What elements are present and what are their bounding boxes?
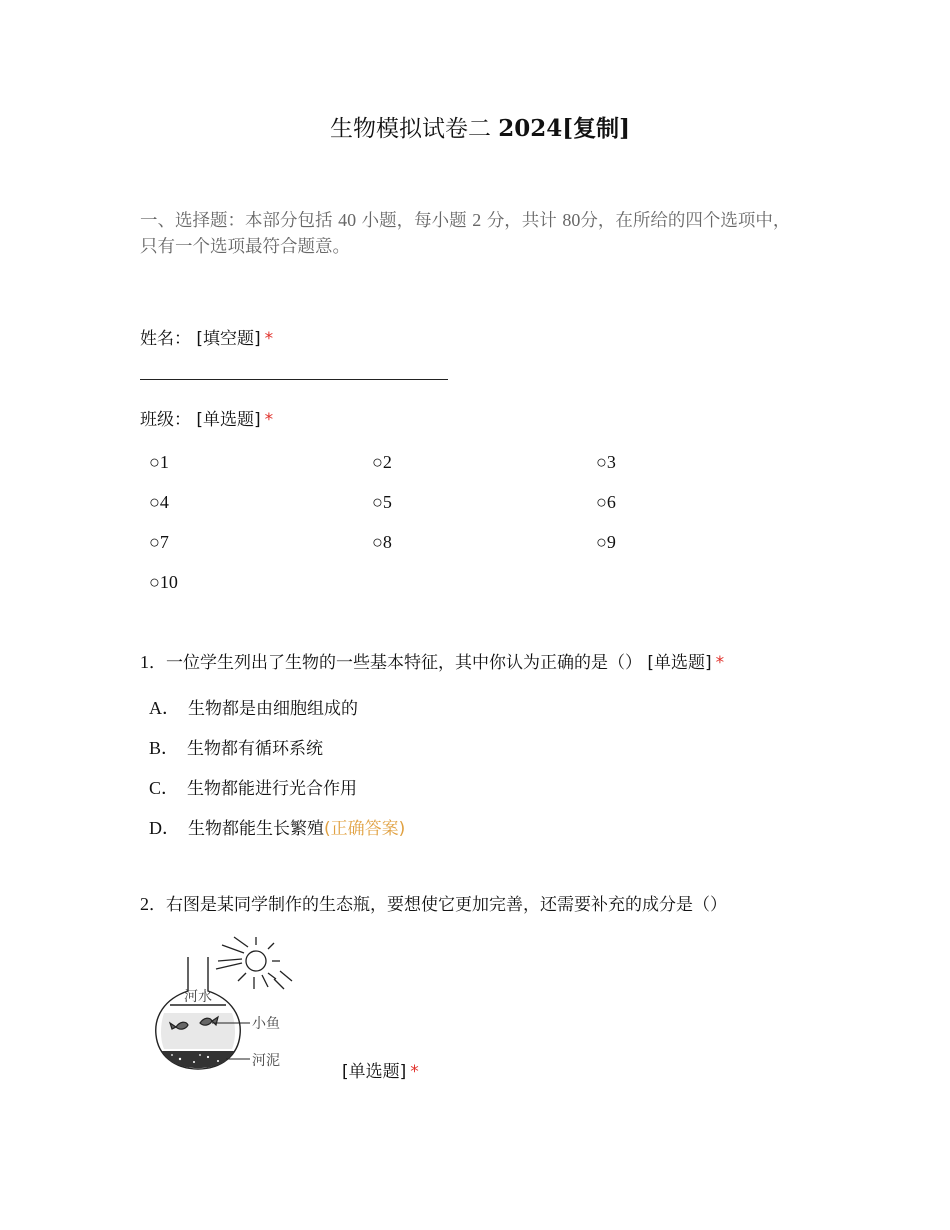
fish-label: 小鱼 xyxy=(252,1016,280,1032)
title-suffix: [复制] xyxy=(562,115,631,142)
q1-choice-c[interactable] xyxy=(149,774,357,800)
class-option-2[interactable]: ○2 xyxy=(372,452,392,472)
q1-choice-a[interactable] xyxy=(149,694,358,720)
title-suffix-text: 复制 xyxy=(573,115,620,142)
class-option-8[interactable]: ○8 xyxy=(372,532,392,552)
class-option-3[interactable]: ○3 xyxy=(596,452,616,472)
choice-text: 生物都有循环系统 xyxy=(187,739,324,759)
water-label: 河水 xyxy=(184,989,212,1005)
name-question xyxy=(140,324,273,349)
name-label: 姓名： xyxy=(140,329,191,349)
required-marker: * xyxy=(264,410,274,430)
intro-text-1: 一、选择题：本部分包括 xyxy=(140,211,333,231)
question-type-tag: [单选题] xyxy=(196,410,261,430)
title-text: 生物模拟试卷二 xyxy=(329,116,491,142)
class-option-5[interactable]: ○5 xyxy=(372,492,392,512)
choice-text: 生物都能生长繁殖 xyxy=(188,819,324,839)
section-intro xyxy=(140,207,800,260)
class-label: 班级： xyxy=(140,410,191,430)
mud-label: 河泥 xyxy=(252,1053,280,1069)
class-option-4[interactable]: ○4 xyxy=(149,492,169,512)
choice-letter: B． xyxy=(149,738,180,758)
class-question xyxy=(140,405,273,430)
water-fill xyxy=(161,1013,235,1049)
intro-text-3: 分，共计 xyxy=(486,211,557,231)
intro-text-4: 分，在所给的四个选项中，只有一个选项最符合题意。 xyxy=(140,211,791,257)
question-2 xyxy=(140,890,727,915)
choice-letter: C． xyxy=(149,778,180,798)
intro-text-2: 小题，每小题 xyxy=(361,211,467,231)
class-option-7[interactable]: ○7 xyxy=(149,532,169,552)
choice-text: 生物都是由细胞组成的 xyxy=(188,699,358,719)
page-title xyxy=(0,110,950,143)
question-number: 2 xyxy=(140,894,149,914)
q1-choice-d[interactable] xyxy=(149,814,405,840)
question-2-meta xyxy=(342,1057,419,1082)
question-type-tag: [填空题] xyxy=(196,329,261,349)
class-option-10[interactable]: ○10 xyxy=(149,572,178,592)
ecosystem-bottle-image xyxy=(150,935,300,1077)
title-year: 2024 xyxy=(498,115,563,142)
sun-icon xyxy=(216,937,292,989)
choice-letter: D． xyxy=(149,818,180,838)
ecosystem-bottle-figure xyxy=(150,935,300,1077)
question-text: ．右图是某同学制作的生态瓶，要想使它更加完善，还需要补充的成分是（） xyxy=(149,895,727,915)
intro-points-total: 80 xyxy=(562,210,581,230)
class-option-6[interactable]: ○6 xyxy=(596,492,616,512)
question-type-tag: [单选题] xyxy=(647,653,712,673)
question-1 xyxy=(140,648,724,673)
required-marker: * xyxy=(410,1062,419,1082)
required-marker: * xyxy=(715,653,725,673)
intro-count: 40 xyxy=(338,210,357,230)
required-marker: * xyxy=(264,329,274,349)
correct-answer-note: (正确答案) xyxy=(324,819,406,839)
class-option-1[interactable]: ○1 xyxy=(149,452,169,472)
name-input-line[interactable] xyxy=(140,379,448,380)
question-type-tag: [单选题] xyxy=(342,1062,407,1082)
q1-choice-b[interactable] xyxy=(149,734,323,760)
question-number: 1 xyxy=(140,652,149,672)
choice-text: 生物都能进行光合作用 xyxy=(187,779,358,799)
mud-fill xyxy=(162,1051,234,1068)
class-option-9[interactable]: ○9 xyxy=(596,532,616,552)
choice-letter: A． xyxy=(149,698,180,718)
intro-points-each: 2 xyxy=(472,210,482,230)
question-text: ．一位学生列出了生物的一些基本特征，其中你认为正确的是（） xyxy=(149,653,642,673)
